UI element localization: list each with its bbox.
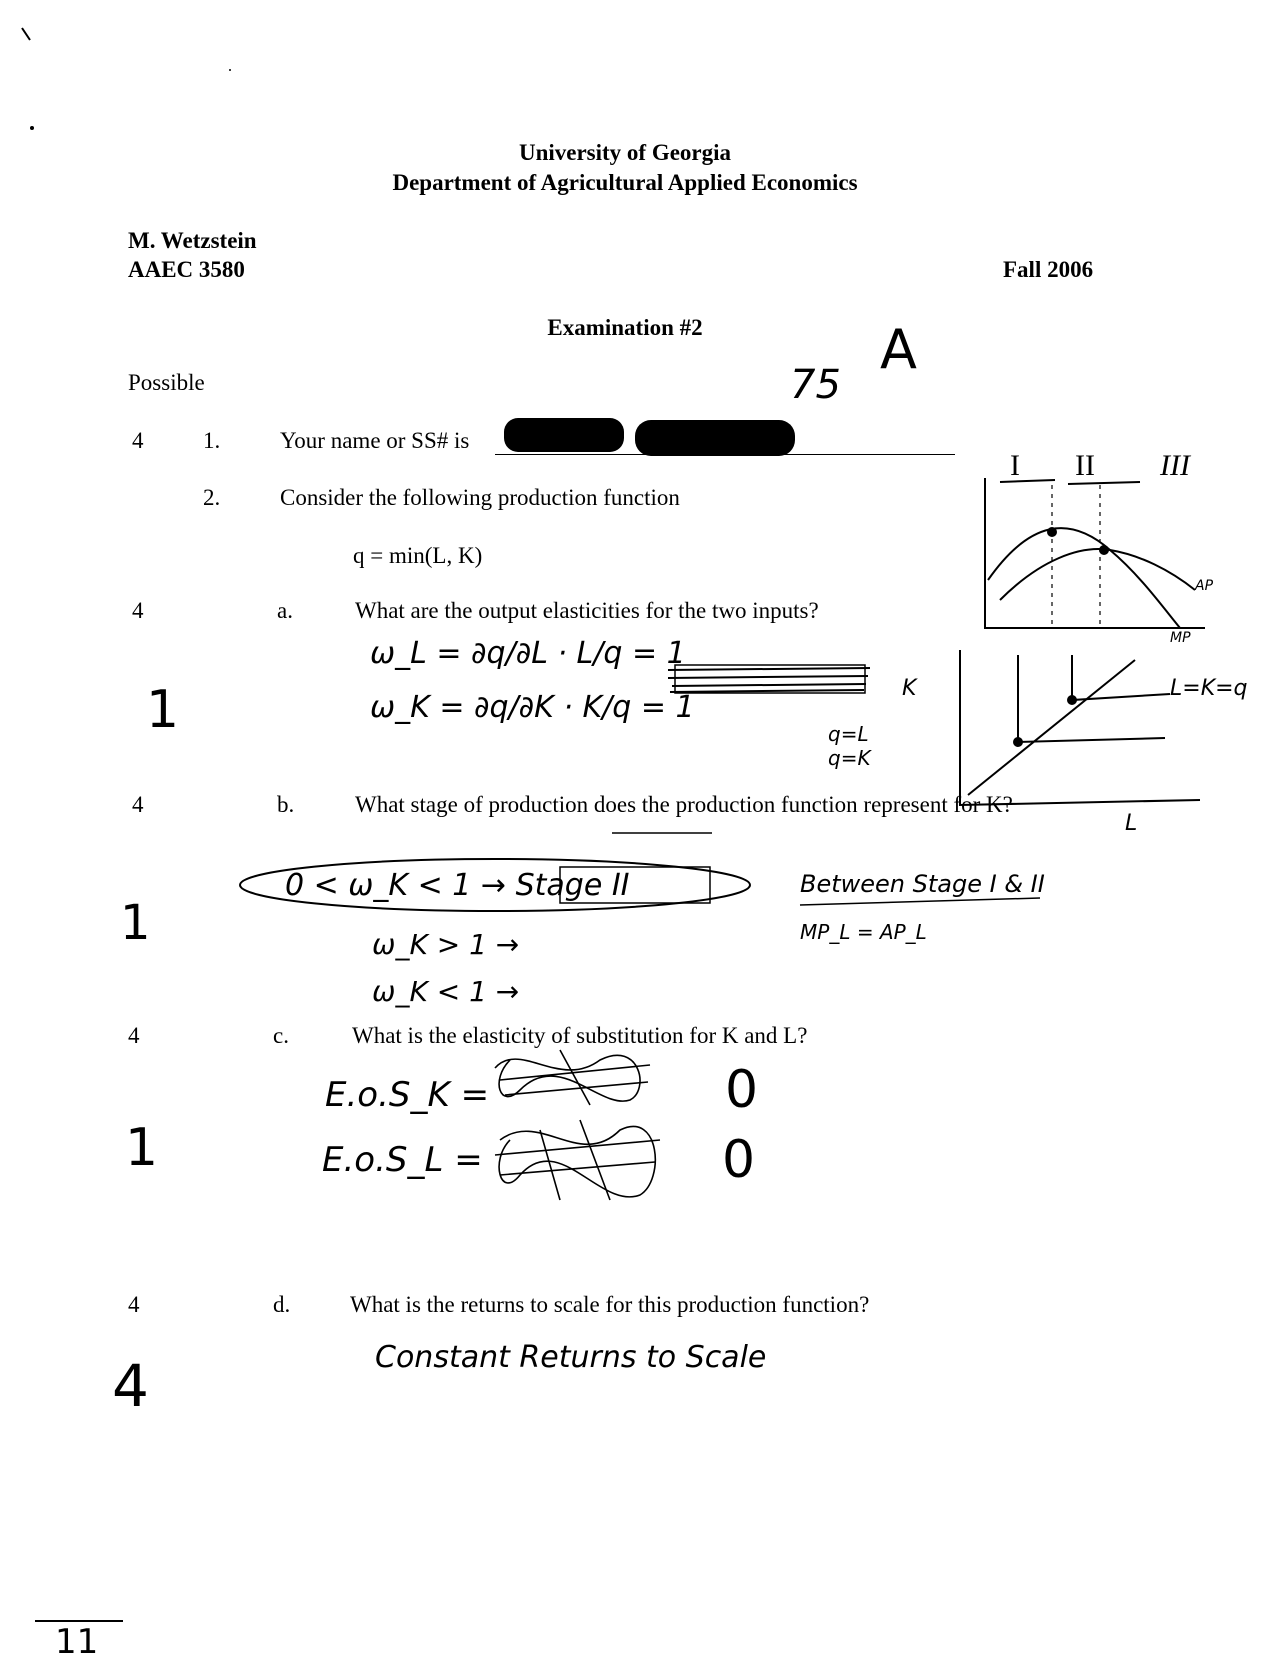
production-function: q = min(L, K): [353, 543, 483, 568]
answer-c-value2: 0: [722, 1130, 756, 1190]
answer-b-note: Between Stage I & II: [800, 870, 1045, 898]
scribble-c: [495, 1050, 660, 1200]
underline-note: [800, 898, 1040, 905]
graph-label-stage-ii: II: [1075, 449, 1095, 482]
graph-label-stage-iii: III: [1160, 449, 1190, 482]
graph-bottom-l-label: L: [1125, 811, 1138, 836]
total-score: 11: [55, 1622, 99, 1662]
answer-a-line1: ω_L = ∂q/∂L · L/q = 1: [370, 636, 686, 671]
q2-text: Consider the following production function: [280, 485, 680, 510]
part-c-text: What is the elasticity of substitution for K and L?: [352, 1023, 808, 1048]
graph-stages: [985, 478, 1205, 628]
part-a-score: 1: [146, 680, 180, 740]
q1-number: 1.: [203, 428, 221, 453]
grade-score: 75: [790, 362, 841, 408]
department-name: Department of Agricultural Applied Economics: [392, 170, 858, 195]
part-d-text: What is the returns to scale for this production function?: [350, 1292, 870, 1317]
answer-b-line2: ω_K > 1 →: [372, 928, 520, 961]
answer-b-note2: MP_L = AP_L: [800, 920, 927, 944]
graph-mp-curve: [988, 528, 1180, 628]
answer-b-line3: ω_K < 1 →: [372, 975, 520, 1008]
part-c-points: 4: [128, 1023, 140, 1048]
box-stage-ii: [560, 867, 710, 903]
part-c-score: 1: [125, 1118, 159, 1178]
graph-expansion-path: [968, 660, 1135, 795]
answer-c-line2: E.o.S_L =: [322, 1140, 483, 1180]
part-d-score: 4: [112, 1352, 149, 1420]
part-c-letter: c.: [273, 1023, 289, 1048]
graph-isoquant-2: [1072, 655, 1170, 700]
scribble-crossed-box: [668, 665, 870, 693]
answer-b-main: 0 < ω_K < 1 → Stage II: [285, 868, 630, 903]
answer-a-side2: q=K: [828, 746, 871, 770]
part-a-letter: a.: [277, 598, 293, 623]
exam-title: Examination #2: [547, 315, 703, 340]
answer-c-value1: 0: [725, 1060, 759, 1120]
answer-d: Constant Returns to Scale: [375, 1340, 767, 1375]
graph-ap-curve: [1000, 549, 1195, 600]
part-b-text: What stage of production does the production function represent for K?: [355, 792, 1013, 817]
graph-isoquants: [960, 650, 1200, 805]
answer-a-side1: q=L: [828, 722, 869, 746]
graph-label-stage-i: I: [1010, 449, 1020, 482]
q1-points: 4: [132, 428, 144, 453]
part-b-letter: b.: [277, 792, 295, 817]
part-b-score: 1: [120, 895, 151, 951]
part-a-text: What are the output elasticities for the two inputs?: [355, 598, 819, 623]
part-a-points: 4: [132, 598, 144, 623]
possible-label: Possible: [128, 370, 205, 395]
university-name: University of Georgia: [518, 140, 732, 165]
instructor-name: M. Wetzstein: [128, 228, 257, 253]
term: Fall 2006: [1003, 257, 1094, 282]
q2-number: 2.: [203, 485, 221, 510]
part-d-letter: d.: [273, 1292, 291, 1317]
graph-label-mp: MP: [1170, 630, 1191, 646]
course-code: AAEC 3580: [128, 257, 245, 282]
grade-letter: A: [880, 318, 917, 381]
graph-bottom-k-label: K: [902, 676, 917, 701]
graph-label-lkq: L=K=q: [1170, 676, 1248, 701]
answer-c-line1: E.o.S_K =: [325, 1075, 490, 1115]
part-b-points: 4: [132, 792, 144, 817]
part-d-points: 4: [128, 1292, 140, 1317]
answer-a-line2: ω_K = ∂q/∂K · K/q = 1: [370, 690, 695, 725]
graph-label-ap: AP: [1195, 578, 1214, 594]
q1-text: Your name or SS# is: [280, 428, 470, 453]
